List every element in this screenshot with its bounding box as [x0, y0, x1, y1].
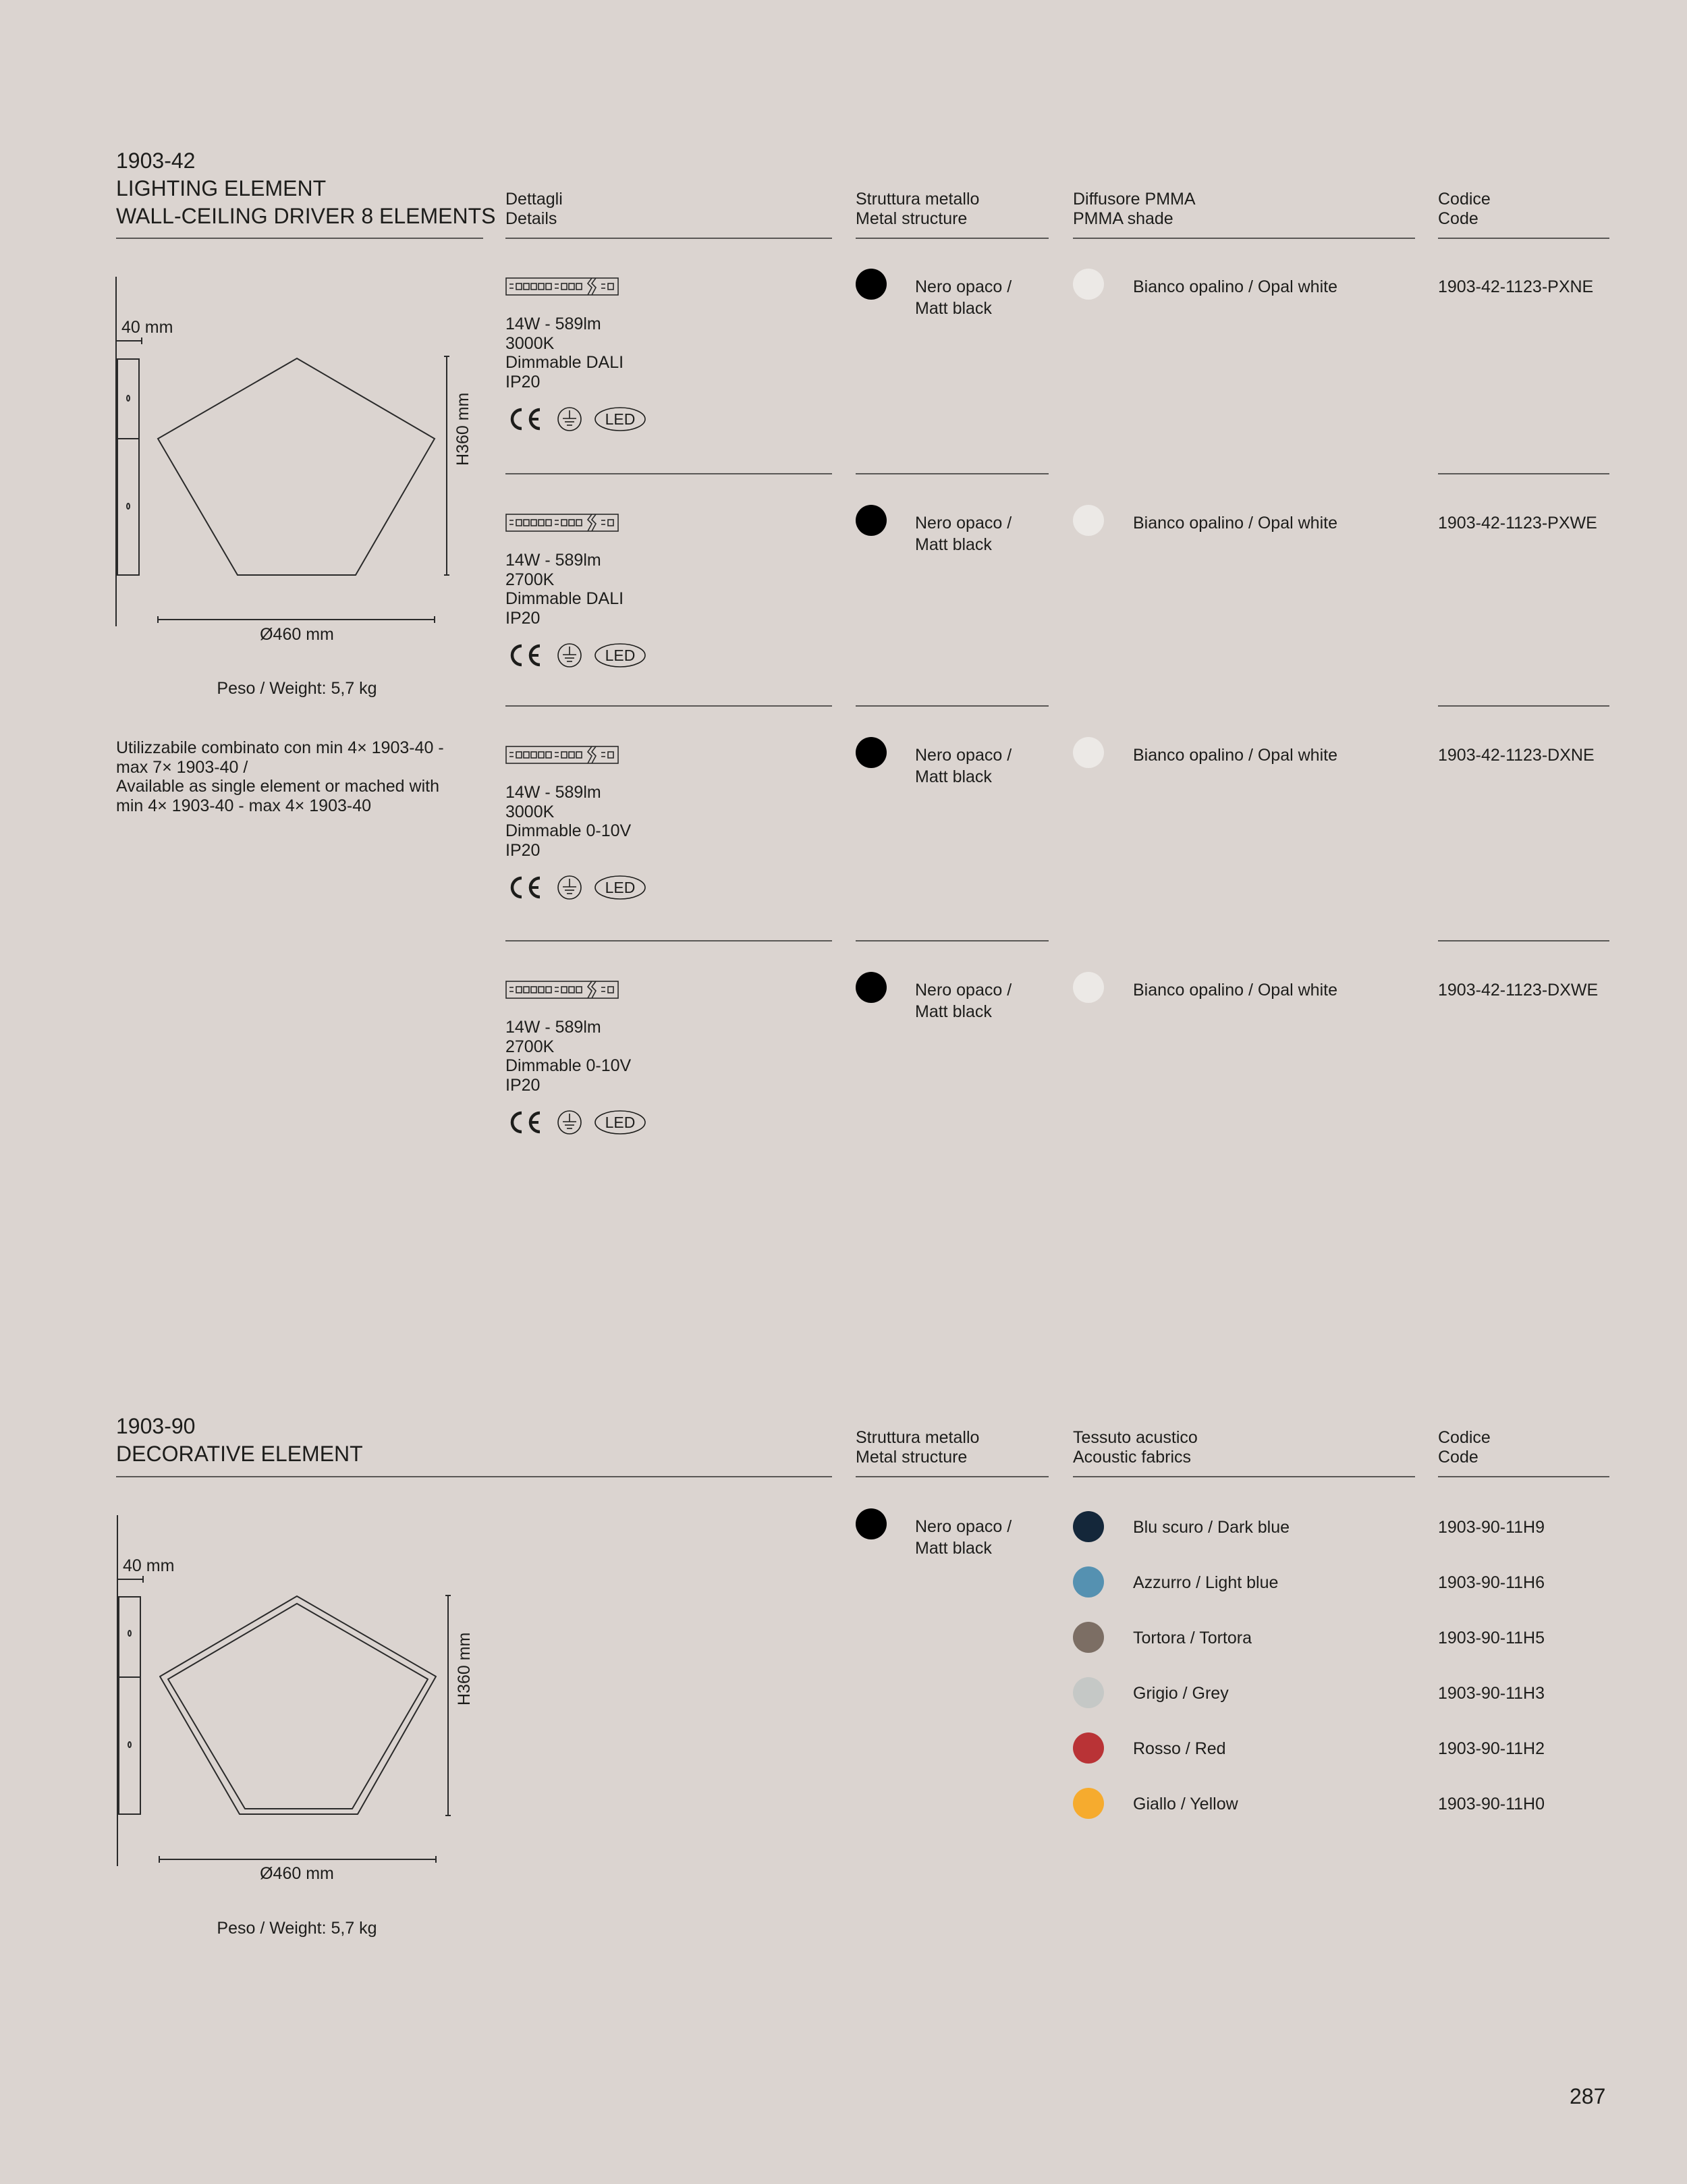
fabric-swatch	[1073, 1511, 1104, 1542]
detail-line: Dimmable 0-10V	[505, 1056, 632, 1075]
row-details	[505, 783, 631, 860]
fabric-swatch	[1073, 1622, 1104, 1653]
row-divider-details	[505, 940, 832, 941]
structure-swatch	[856, 972, 887, 1003]
detail-line: 3000K	[505, 802, 555, 821]
row-divider-structure	[856, 473, 1049, 474]
driver-icon	[505, 277, 620, 300]
section2-name: DECORATIVE ELEMENT	[116, 1442, 363, 1466]
row-divider-code	[1438, 473, 1609, 474]
detail-line: 14W - 589lm	[505, 315, 601, 333]
fabric-code: 1903-90-11H2	[1438, 1739, 1545, 1758]
section1-title-rule	[116, 238, 483, 239]
detail-line: IP20	[505, 372, 541, 391]
detail-line: IP20	[505, 840, 541, 860]
header-rule-structure	[856, 238, 1049, 239]
fabric-swatch	[1073, 1677, 1104, 1708]
fabric-name: Azzurro / Light blue	[1133, 1573, 1279, 1592]
s2-header-rule-code	[1438, 1476, 1609, 1477]
product-code: 1903-42-1123-PXNE	[1438, 277, 1594, 296]
row-divider-details	[505, 705, 832, 707]
section1-title	[116, 147, 496, 230]
detail-line: 14W - 589lm	[505, 551, 601, 570]
product-code: 1903-42-1123-DXWE	[1438, 981, 1599, 1000]
s2-structure-text: Nero opaco / Matt black	[915, 1517, 1012, 1558]
page-number: 287	[1570, 2084, 1606, 2108]
diffuser-swatch	[1073, 972, 1104, 1003]
fabric-code: 1903-90-11H3	[1438, 1684, 1545, 1703]
header-code: Codice Code	[1438, 190, 1491, 228]
diffuser-text: Bianco opalino / Opal white	[1133, 277, 1337, 296]
structure-text: Nero opaco / Matt black	[915, 746, 1012, 786]
header-rule-details	[505, 238, 832, 239]
detail-line: IP20	[505, 608, 541, 628]
usage-note: Utilizzabile combinato con min 4× 1903-40 - max 7× 1903-40 / Available as single element or mached with min 4× 1903-40 - max 4× 1903-40	[116, 738, 444, 815]
fabric-name: Rosso / Red	[1133, 1739, 1226, 1758]
header-details: Dettagli Details	[505, 190, 563, 228]
row-details	[505, 315, 624, 391]
diffuser-swatch	[1073, 737, 1104, 768]
detail-line: Dimmable DALI	[505, 589, 624, 608]
s2-header-code: Codice Code	[1438, 1428, 1491, 1467]
certification-icons	[505, 640, 647, 674]
detail-line: 14W - 589lm	[505, 783, 601, 802]
detail-line: 14W - 589lm	[505, 1018, 601, 1037]
fabric-swatch	[1073, 1788, 1104, 1819]
s2-header-rule-fabric	[1073, 1476, 1415, 1477]
diameter-label: Ø460 mm	[260, 625, 334, 644]
product-code: 1903-42-1123-DXNE	[1438, 746, 1595, 765]
structure-text: Nero opaco / Matt black	[915, 514, 1012, 554]
row-divider-code	[1438, 705, 1609, 707]
fabric-code: 1903-90-11H9	[1438, 1518, 1545, 1537]
diffuser-swatch	[1073, 269, 1104, 300]
s2-depth-label: 40 mm	[123, 1556, 175, 1575]
header-diffuser: Diffusore PMMA PMMA shade	[1073, 190, 1196, 228]
fabric-name: Grigio / Grey	[1133, 1684, 1229, 1703]
s2-header-rule-structure	[856, 1476, 1049, 1477]
detail-line: Dimmable DALI	[505, 353, 624, 372]
s2-header-structure: Struttura metallo Metal structure	[856, 1428, 980, 1467]
fabric-code: 1903-90-11H0	[1438, 1795, 1545, 1813]
fabric-code: 1903-90-11H6	[1438, 1573, 1545, 1592]
fabric-swatch	[1073, 1732, 1104, 1764]
detail-line: Dimmable 0-10V	[505, 821, 632, 840]
driver-icon	[505, 980, 620, 1004]
row-divider-structure	[856, 940, 1049, 941]
section2-title	[116, 1413, 363, 1468]
structure-text: Nero opaco / Matt black	[915, 277, 1012, 318]
row-divider-structure	[856, 705, 1049, 707]
structure-swatch	[856, 737, 887, 768]
section1-code: 1903-42	[116, 148, 196, 173]
svg-text:LED: LED	[605, 1114, 636, 1131]
diffuser-text: Bianco opalino / Opal white	[1133, 746, 1337, 765]
fabric-name: Tortora / Tortora	[1133, 1629, 1252, 1647]
s2-structure-swatch	[856, 1508, 887, 1539]
detail-line: IP20	[505, 1075, 541, 1095]
depth-label: 40 mm	[121, 318, 173, 337]
section2-title-rule	[116, 1476, 832, 1477]
row-divider-code	[1438, 940, 1609, 941]
fabric-name: Blu scuro / Dark blue	[1133, 1518, 1290, 1537]
s2-weight-label: Peso / Weight: 5,7 kg	[217, 1919, 377, 1938]
row-divider-details	[505, 473, 832, 474]
row-details	[505, 1018, 631, 1095]
certification-icons	[505, 404, 647, 438]
s2-header-fabric: Tessuto acustico Acoustic fabrics	[1073, 1428, 1198, 1467]
product-code: 1903-42-1123-PXWE	[1438, 514, 1597, 533]
structure-text: Nero opaco / Matt black	[915, 981, 1012, 1021]
fabric-name: Giallo / Yellow	[1133, 1795, 1238, 1813]
fabric-swatch	[1073, 1566, 1104, 1598]
certification-icons	[505, 872, 647, 906]
detail-line: 2700K	[505, 1037, 555, 1056]
section1-name: LIGHTING ELEMENT	[116, 176, 327, 200]
diffuser-swatch	[1073, 505, 1104, 536]
svg-text:LED: LED	[605, 647, 636, 664]
structure-swatch	[856, 505, 887, 536]
svg-text:LED: LED	[605, 410, 636, 428]
svg-text:LED: LED	[605, 879, 636, 896]
detail-line: 2700K	[505, 570, 555, 589]
s2-diameter-label: Ø460 mm	[260, 1864, 334, 1883]
s2-height-label: H360 mm	[455, 1632, 474, 1705]
header-structure: Struttura metallo Metal structure	[856, 190, 980, 228]
row-details	[505, 551, 624, 628]
fabric-code: 1903-90-11H5	[1438, 1629, 1545, 1647]
header-rule-code	[1438, 238, 1609, 239]
detail-line: 3000K	[505, 333, 555, 353]
driver-icon	[505, 745, 620, 769]
structure-swatch	[856, 269, 887, 300]
section2-code: 1903-90	[116, 1414, 196, 1438]
height-label: H360 mm	[453, 392, 472, 466]
diffuser-text: Bianco opalino / Opal white	[1133, 514, 1337, 533]
certification-icons	[505, 1107, 647, 1141]
driver-icon	[505, 513, 620, 537]
diffuser-text: Bianco opalino / Opal white	[1133, 981, 1337, 1000]
section1-subname: WALL-CEILING DRIVER 8 ELEMENTS	[116, 204, 496, 228]
weight-label: Peso / Weight: 5,7 kg	[217, 679, 377, 698]
header-rule-diffuser	[1073, 238, 1415, 239]
